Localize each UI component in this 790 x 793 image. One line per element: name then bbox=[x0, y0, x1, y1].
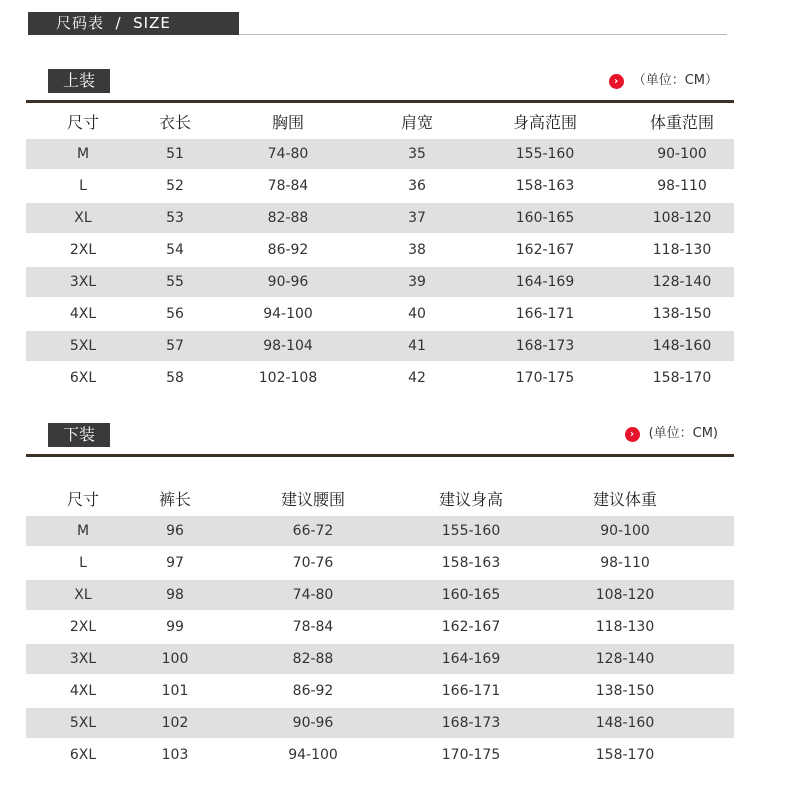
bottoms-section-rule bbox=[26, 454, 734, 457]
table-row bbox=[26, 612, 734, 642]
table-row bbox=[26, 676, 734, 706]
tops-cell: XL bbox=[74, 210, 92, 226]
tops-unit-note bbox=[609, 72, 718, 90]
bottoms-cell: 164-169 bbox=[441, 651, 501, 667]
tops-cell: 胸围 bbox=[271, 112, 304, 132]
tops-cell: 35 bbox=[408, 146, 426, 162]
tops-cell: 56 bbox=[166, 306, 184, 322]
chevron-right-icon: › bbox=[625, 427, 640, 442]
bottoms-cell: 108-120 bbox=[595, 587, 655, 603]
tops-cell: 58 bbox=[166, 370, 184, 386]
tops-cell: 148-160 bbox=[652, 338, 712, 354]
tops-cell: 36 bbox=[408, 178, 426, 194]
tops-unit-text: （单位：CM） bbox=[632, 73, 718, 88]
bottoms-cell: 建议体重 bbox=[592, 489, 657, 509]
tops-cell: 158-170 bbox=[652, 370, 712, 386]
bottoms-cell: 96 bbox=[166, 523, 184, 539]
tops-cell: 53 bbox=[166, 210, 184, 226]
table-row bbox=[26, 203, 734, 233]
tops-cell: 肩宽 bbox=[400, 112, 433, 132]
table-row bbox=[26, 171, 734, 201]
tops-cell: 51 bbox=[166, 146, 184, 162]
bottoms-section-label: 下装 bbox=[48, 423, 110, 447]
bottoms-cell: 101 bbox=[161, 683, 189, 699]
tops-cell: M bbox=[76, 146, 90, 162]
tops-cell: L bbox=[79, 178, 87, 194]
tops-cell: 90-100 bbox=[657, 146, 707, 162]
table-row bbox=[26, 708, 734, 738]
tops-cell: 体重范围 bbox=[649, 112, 714, 132]
tops-cell: 55 bbox=[166, 274, 184, 290]
tops-cell: 身高范围 bbox=[512, 112, 577, 132]
tops-cell: 37 bbox=[408, 210, 426, 226]
tops-cell: 82-88 bbox=[267, 210, 309, 226]
bottoms-cell: 94-100 bbox=[288, 747, 338, 763]
chevron-right-icon: › bbox=[609, 74, 624, 89]
bottoms-size-table bbox=[26, 482, 734, 772]
bottoms-cell: 建议身高 bbox=[438, 489, 503, 509]
bottoms-cell: 90-100 bbox=[600, 523, 650, 539]
bottoms-cell: 162-167 bbox=[441, 619, 501, 635]
bottoms-cell: 建议腰围 bbox=[280, 489, 345, 509]
bottoms-cell: 166-171 bbox=[441, 683, 501, 699]
table-row bbox=[26, 139, 734, 169]
tops-cell: 108-120 bbox=[652, 210, 712, 226]
bottoms-cell: 3XL bbox=[69, 651, 97, 667]
tops-cell: 170-175 bbox=[515, 370, 575, 386]
bottoms-cell: 2XL bbox=[69, 619, 97, 635]
bottoms-cell: 170-175 bbox=[441, 747, 501, 763]
bottoms-cell: 148-160 bbox=[595, 715, 655, 731]
bottoms-cell: 158-163 bbox=[441, 555, 501, 571]
tops-cell: 155-160 bbox=[515, 146, 575, 162]
bottoms-cell: 5XL bbox=[69, 715, 97, 731]
tops-cell: 41 bbox=[408, 338, 426, 354]
tops-cell: 2XL bbox=[69, 242, 97, 258]
bottoms-header-row bbox=[26, 482, 734, 514]
bottoms-cell: 103 bbox=[161, 747, 189, 763]
tops-cell: 尺寸 bbox=[66, 112, 99, 132]
tops-cell: 98-104 bbox=[263, 338, 313, 354]
tops-cell: 160-165 bbox=[515, 210, 575, 226]
table-row bbox=[26, 740, 734, 770]
tops-cell: 39 bbox=[408, 274, 426, 290]
tops-cell: 40 bbox=[408, 306, 426, 322]
tops-cell: 118-130 bbox=[652, 242, 712, 258]
tops-section-rule bbox=[26, 100, 734, 103]
tops-cell: 54 bbox=[166, 242, 184, 258]
tops-cell: 166-171 bbox=[515, 306, 575, 322]
tops-cell: 78-84 bbox=[267, 178, 309, 194]
tops-cell: 3XL bbox=[69, 274, 97, 290]
bottoms-cell: 97 bbox=[166, 555, 184, 571]
bottoms-cell: 168-173 bbox=[441, 715, 501, 731]
bottoms-cell: 102 bbox=[161, 715, 189, 731]
bottoms-cell: 78-84 bbox=[292, 619, 334, 635]
bottoms-unit-note bbox=[625, 425, 718, 443]
table-row bbox=[26, 644, 734, 674]
tops-cell: 168-173 bbox=[515, 338, 575, 354]
bottoms-cell: 160-165 bbox=[441, 587, 501, 603]
bottoms-cell: 98 bbox=[166, 587, 184, 603]
bottoms-cell: 98-110 bbox=[600, 555, 650, 571]
tops-cell: 162-167 bbox=[515, 242, 575, 258]
bottoms-cell: 尺寸 bbox=[66, 489, 99, 509]
tops-cell: 4XL bbox=[69, 306, 97, 322]
size-chart-title: 尺码表 / SIZE bbox=[28, 12, 239, 35]
bottoms-cell: 138-150 bbox=[595, 683, 655, 699]
bottoms-cell: 裤长 bbox=[158, 489, 191, 509]
tops-cell: 57 bbox=[166, 338, 184, 354]
bottoms-cell: 100 bbox=[161, 651, 189, 667]
table-row bbox=[26, 267, 734, 297]
table-row bbox=[26, 235, 734, 265]
bottoms-cell: 4XL bbox=[69, 683, 97, 699]
table-row bbox=[26, 580, 734, 610]
bottoms-cell: 6XL bbox=[69, 747, 97, 763]
tops-cell: 52 bbox=[166, 178, 184, 194]
bottoms-cell: 128-140 bbox=[595, 651, 655, 667]
bottoms-cell: 158-170 bbox=[595, 747, 655, 763]
table-row bbox=[26, 516, 734, 546]
bottoms-cell: 99 bbox=[166, 619, 184, 635]
bottoms-cell: 82-88 bbox=[292, 651, 334, 667]
tops-cell: 138-150 bbox=[652, 306, 712, 322]
tops-cell: 5XL bbox=[69, 338, 97, 354]
bottoms-cell: 74-80 bbox=[292, 587, 334, 603]
bottoms-cell: 70-76 bbox=[292, 555, 334, 571]
tops-cell: 158-163 bbox=[515, 178, 575, 194]
tops-cell: 74-80 bbox=[267, 146, 309, 162]
tops-cell: 102-108 bbox=[258, 370, 318, 386]
bottoms-cell: L bbox=[79, 555, 87, 571]
tops-size-table bbox=[26, 105, 734, 395]
tops-cell: 94-100 bbox=[263, 306, 313, 322]
tops-section-label: 上装 bbox=[48, 69, 110, 93]
table-row bbox=[26, 299, 734, 329]
bottoms-cell: 118-130 bbox=[595, 619, 655, 635]
bottoms-cell: 66-72 bbox=[292, 523, 334, 539]
bottoms-cell: 155-160 bbox=[441, 523, 501, 539]
tops-cell: 衣长 bbox=[158, 112, 191, 132]
tops-cell: 164-169 bbox=[515, 274, 575, 290]
bottoms-cell: XL bbox=[74, 587, 92, 603]
tops-header-row bbox=[26, 105, 734, 137]
tops-cell: 38 bbox=[408, 242, 426, 258]
title-divider bbox=[239, 34, 727, 35]
bottoms-cell: M bbox=[76, 523, 90, 539]
table-row bbox=[26, 548, 734, 578]
bottoms-cell: 90-96 bbox=[292, 715, 334, 731]
tops-cell: 98-110 bbox=[657, 178, 707, 194]
tops-cell: 86-92 bbox=[267, 242, 309, 258]
table-row bbox=[26, 331, 734, 361]
tops-cell: 6XL bbox=[69, 370, 97, 386]
bottoms-unit-text: (单位：CM) bbox=[648, 426, 718, 441]
bottoms-cell: 86-92 bbox=[292, 683, 334, 699]
tops-cell: 128-140 bbox=[652, 274, 712, 290]
tops-cell: 90-96 bbox=[267, 274, 309, 290]
tops-cell: 42 bbox=[408, 370, 426, 386]
table-row bbox=[26, 363, 734, 393]
